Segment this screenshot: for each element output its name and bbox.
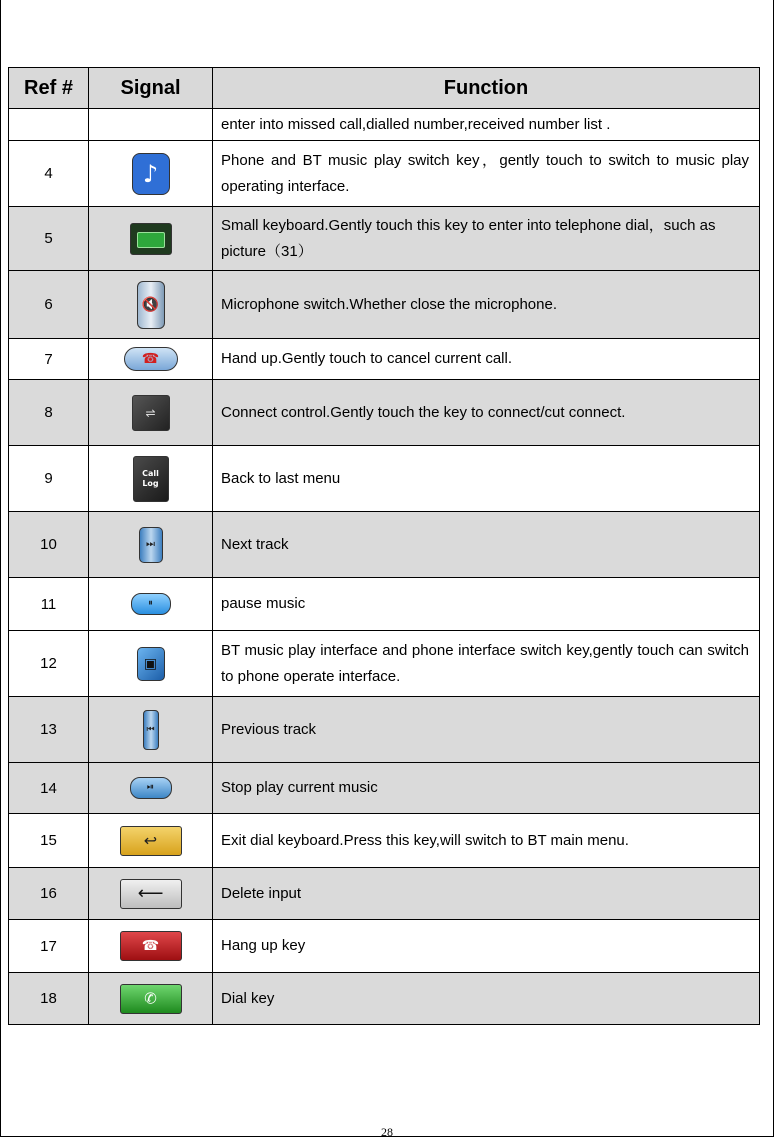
signal-cell [89, 380, 213, 446]
ref-cell [9, 109, 89, 141]
function-cell: Previous track [213, 697, 760, 763]
signal-cell [89, 271, 213, 339]
table-header-row [9, 68, 760, 109]
table-row [9, 446, 760, 512]
signal-cell [89, 446, 213, 512]
table-row [9, 973, 760, 1025]
microphone-mute-icon: 🔇 [137, 281, 165, 329]
signal-cell [89, 207, 213, 271]
hang-up-key-icon: ☎ [120, 931, 182, 961]
phone-switch-icon: ▣ [137, 647, 165, 681]
function-cell: Next track [213, 512, 760, 578]
function-cell: pause music [213, 578, 760, 631]
table-row [9, 141, 760, 207]
table-row [9, 207, 760, 271]
ref-cell: 8 [9, 380, 89, 446]
header-signal: Signal [89, 68, 213, 109]
signal-cell [89, 697, 213, 763]
connect-icon: ⇌ [132, 395, 170, 431]
table-row [9, 763, 760, 814]
signal-cell [89, 512, 213, 578]
function-cell: Exit dial keyboard.Press this key,will switch to BT main menu. [213, 814, 760, 868]
function-cell: Hand up.Gently touch to cancel current call. [213, 339, 760, 380]
signal-cell [89, 973, 213, 1025]
ref-cell: 14 [9, 763, 89, 814]
function-cell: Stop play current music [213, 763, 760, 814]
table-row [9, 512, 760, 578]
ref-cell: 10 [9, 512, 89, 578]
table-row [9, 380, 760, 446]
table-row [9, 631, 760, 697]
ref-cell: 17 [9, 920, 89, 973]
table-row [9, 271, 760, 339]
header-function: Function [213, 68, 760, 109]
music-note-icon: ♪ [132, 153, 170, 195]
function-cell: enter into missed call,dialled number,received number list . [213, 109, 760, 141]
table-row [9, 578, 760, 631]
signal-cell [89, 339, 213, 380]
dial-icon: ✆ [120, 984, 182, 1014]
table-row [9, 339, 760, 380]
backspace-icon: ⟵ [120, 879, 182, 909]
signal-cell [89, 631, 213, 697]
return-icon: ↩ [120, 826, 182, 856]
reference-table [8, 67, 760, 1025]
ref-cell: 4 [9, 141, 89, 207]
signal-cell [89, 109, 213, 141]
ref-cell: 18 [9, 973, 89, 1025]
function-cell: Phone and BT music play switch key，gently touch to switch to music play operating interface. [213, 141, 760, 207]
pause-icon: ⏸ [131, 593, 171, 615]
keyboard-icon [130, 223, 172, 255]
ref-cell: 15 [9, 814, 89, 868]
ref-cell: 7 [9, 339, 89, 380]
previous-track-icon: ⏮ [143, 710, 159, 750]
signal-cell [89, 868, 213, 920]
ref-cell: 13 [9, 697, 89, 763]
signal-cell [89, 141, 213, 207]
table-row [9, 109, 760, 141]
function-cell: Hang up key [213, 920, 760, 973]
ref-cell: 9 [9, 446, 89, 512]
signal-cell [89, 814, 213, 868]
hang-up-icon: ☎ [124, 347, 178, 371]
table-row [9, 868, 760, 920]
page-number: 28 [381, 1125, 393, 1139]
ref-cell: 5 [9, 207, 89, 271]
ref-cell: 12 [9, 631, 89, 697]
table-row [9, 920, 760, 973]
function-cell: BT music play interface and phone interface switch key,gently touch can switch to phone operate interface. [213, 631, 760, 697]
table-row [9, 697, 760, 763]
ref-cell: 6 [9, 271, 89, 339]
header-ref: Ref # [9, 68, 89, 109]
call-log-icon: Call Log [133, 456, 169, 502]
function-cell: Microphone switch.Whether close the microphone. [213, 271, 760, 339]
table-row [9, 814, 760, 868]
function-cell: Small keyboard.Gently touch this key to enter into telephone dial，such as picture（31） [213, 207, 760, 271]
function-cell: Back to last menu [213, 446, 760, 512]
stop-play-icon: ⏯ [130, 777, 172, 799]
signal-cell [89, 578, 213, 631]
function-cell: Delete input [213, 868, 760, 920]
ref-cell: 11 [9, 578, 89, 631]
ref-cell: 16 [9, 868, 89, 920]
signal-cell [89, 920, 213, 973]
function-cell: Connect control.Gently touch the key to connect/cut connect. [213, 380, 760, 446]
signal-cell [89, 763, 213, 814]
next-track-icon: ⏭ [139, 527, 163, 563]
function-cell: Dial key [213, 973, 760, 1025]
